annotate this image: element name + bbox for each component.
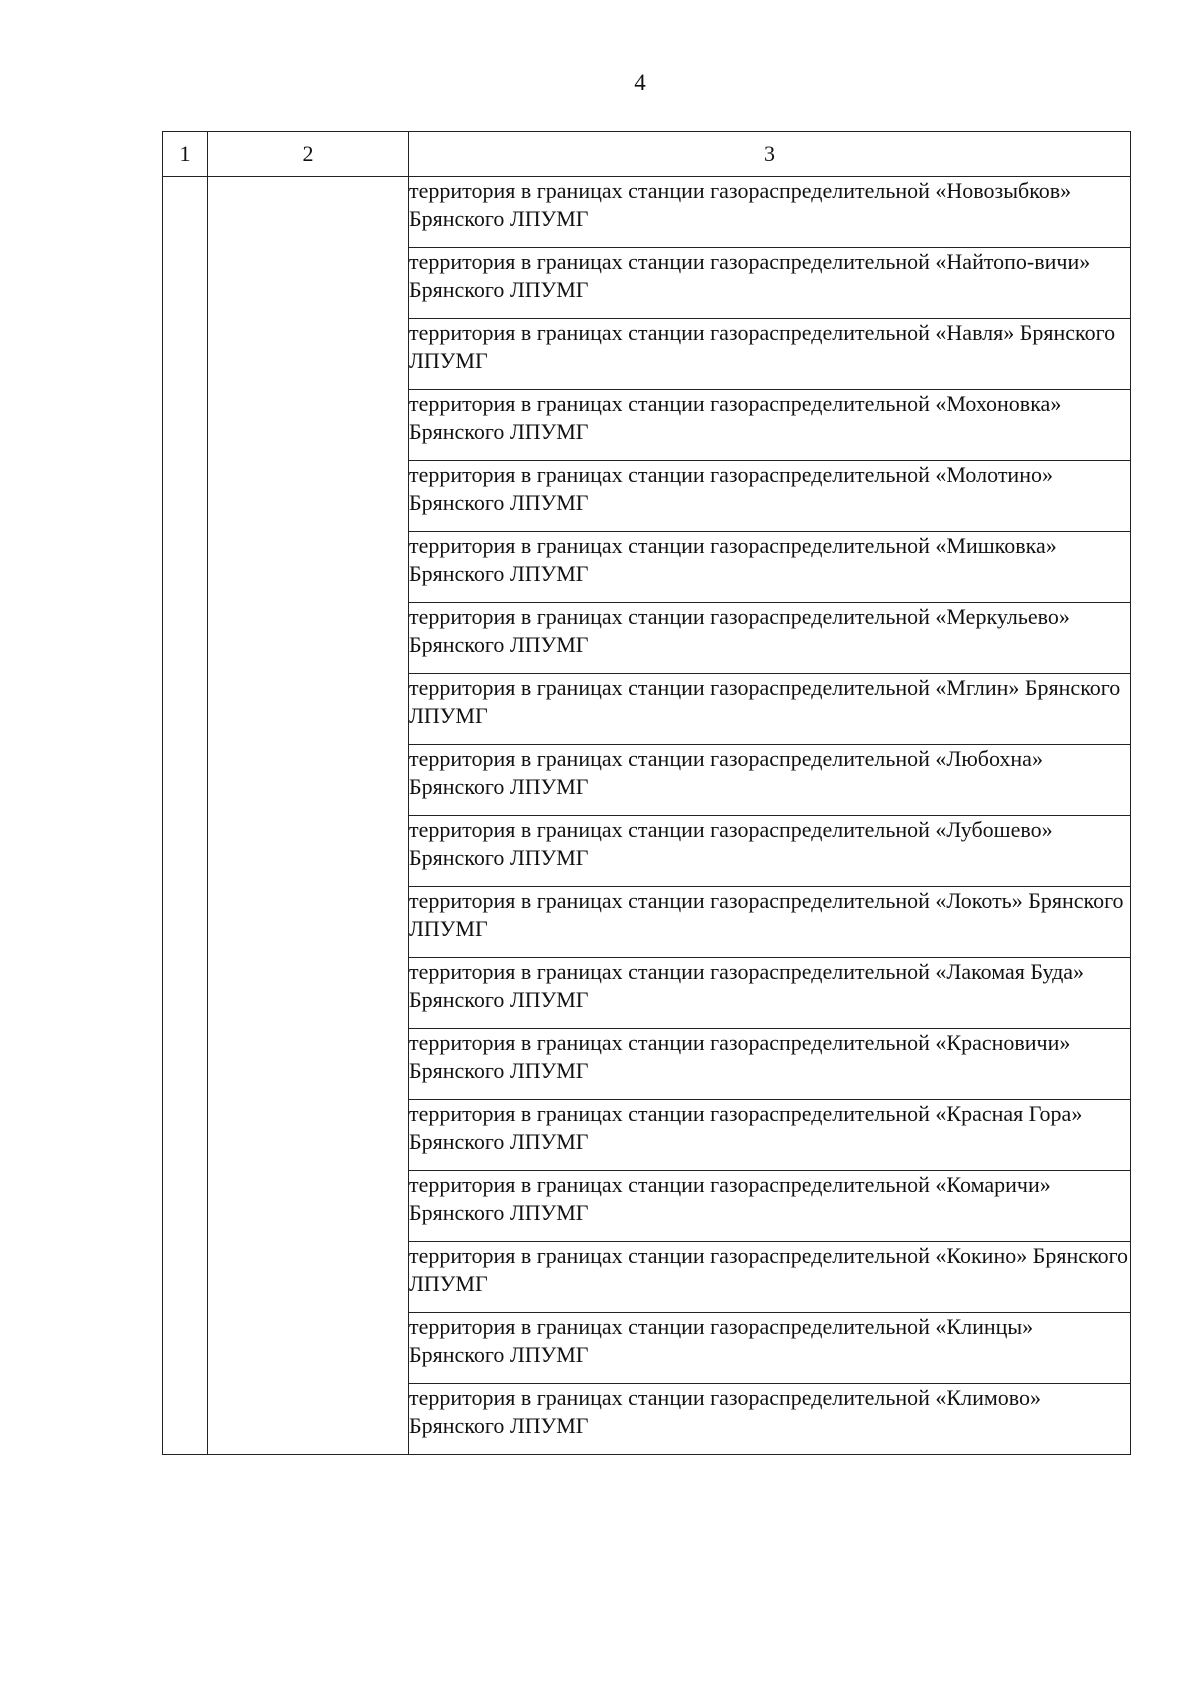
- territory-entry: территория в границах станции газораспределительной «Кокино» Брянского ЛПУМГ: [409, 1242, 1131, 1313]
- territory-entry: территория в границах станции газораспределительной «Мглин» Брянского ЛПУМГ: [409, 674, 1131, 745]
- territory-entry: территория в границах станции газораспределительной «Мишковка» Брянского ЛПУМГ: [409, 532, 1131, 603]
- column-1-cell: [163, 177, 208, 1455]
- territory-entry: территория в границах станции газораспределительной «Любохна» Брянского ЛПУМГ: [409, 745, 1131, 816]
- column-header-1: 1: [163, 132, 208, 177]
- page-number: 4: [634, 70, 646, 95]
- territory-entry: территория в границах станции газораспределительной «Красная Гора» Брянского ЛПУМГ: [409, 1100, 1131, 1171]
- territory-entry: территория в границах станции газораспределительной «Меркульево» Брянского ЛПУМГ: [409, 603, 1131, 674]
- header-row: [163, 132, 1131, 177]
- territory-entry: территория в границах станции газораспределительной «Молотино» Брянского ЛПУМГ: [409, 461, 1131, 532]
- territory-entry: территория в границах станции газораспределительной «Лубошево» Брянского ЛПУМГ: [409, 816, 1131, 887]
- territory-table: [162, 131, 1131, 1455]
- territory-entry: территория в границах станции газораспределительной «Лакомая Буда» Брянского ЛПУМГ: [409, 958, 1131, 1029]
- column-header-2: 2: [208, 132, 409, 177]
- column-2-cell: [208, 177, 409, 1455]
- territory-entry: территория в границах станции газораспределительной «Комаричи» Брянского ЛПУМГ: [409, 1171, 1131, 1242]
- territory-entry: территория в границах станции газораспределительной «Найтопо-вичи» Брянского ЛПУМГ: [409, 248, 1131, 319]
- column-header-3: 3: [409, 132, 1131, 177]
- territory-entry: территория в границах станции газораспределительной «Клинцы» Брянского ЛПУМГ: [409, 1313, 1131, 1384]
- territory-entry: территория в границах станции газораспределительной «Локоть» Брянского ЛПУМГ: [409, 887, 1131, 958]
- table-row: [163, 177, 1131, 248]
- territory-entry: территория в границах станции газораспределительной «Климово» Брянского ЛПУМГ: [409, 1384, 1131, 1455]
- territory-entry: территория в границах станции газораспределительной «Красновичи» Брянского ЛПУМГ: [409, 1029, 1131, 1100]
- territory-entry: территория в границах станции газораспределительной «Новозыбков» Брянского ЛПУМГ: [409, 177, 1131, 248]
- table-body: [163, 177, 1131, 1455]
- territory-entry: территория в границах станции газораспределительной «Мохоновка» Брянского ЛПУМГ: [409, 390, 1131, 461]
- territory-entry: территория в границах станции газораспределительной «Навля» Брянского ЛПУМГ: [409, 319, 1131, 390]
